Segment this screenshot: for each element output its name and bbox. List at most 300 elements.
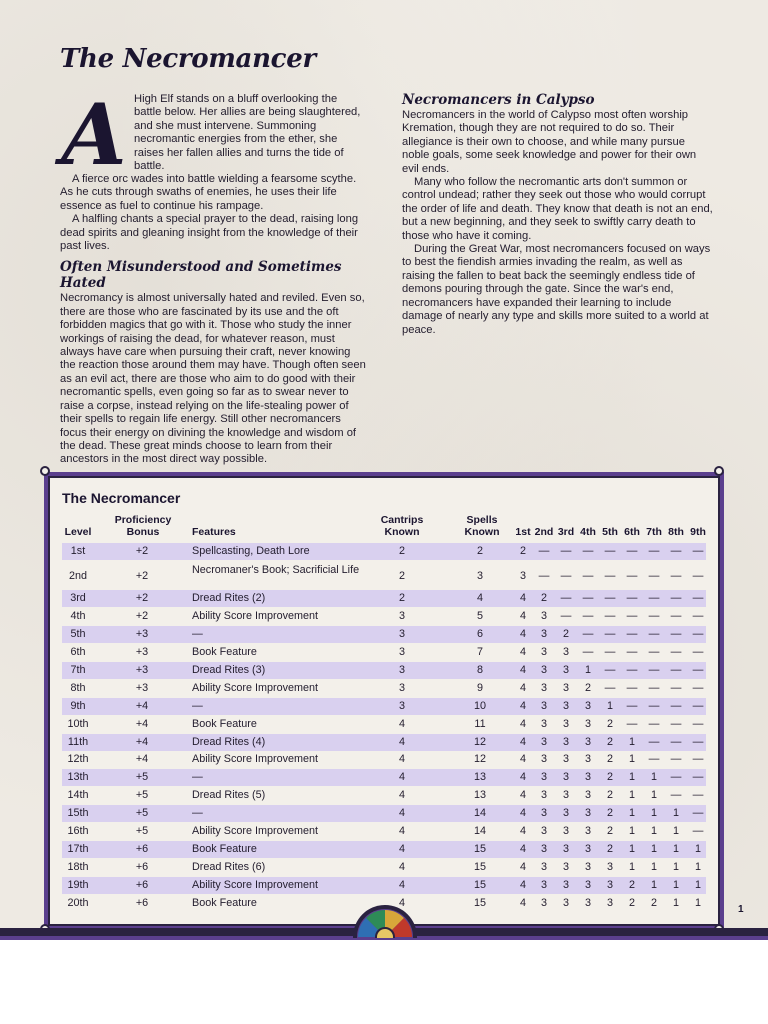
cell-spells: 11 [474, 718, 486, 730]
header-cantrips-line2: Known [384, 525, 420, 538]
cell-spells: 2 [476, 545, 483, 557]
cell-slot-1: 3 [519, 570, 526, 582]
cell-slot-1: 4 [519, 789, 526, 801]
cell-slot-9: 1 [694, 843, 701, 855]
table-row [62, 543, 706, 560]
header-slot-1: 1st [515, 526, 531, 538]
cell-level: 7th [70, 664, 86, 676]
table-row [62, 680, 706, 697]
header-features: Features [192, 526, 236, 538]
cell-slot-1: 4 [519, 628, 526, 640]
cell-slot-8: — [670, 628, 682, 640]
header-slot-6: 6th [624, 526, 640, 538]
right-column [402, 92, 714, 337]
cell-slot-5: 2 [606, 843, 613, 855]
cell-slot-5: 3 [606, 897, 613, 909]
cell-slot-3: 3 [562, 789, 569, 801]
frame-corner-ornament [714, 466, 724, 476]
cell-level: 16th [67, 825, 89, 837]
cell-slot-5: 3 [606, 861, 613, 873]
cell-slot-8: — [670, 700, 682, 712]
table-row [62, 751, 706, 768]
cell-features: Ability Score Improvement [192, 753, 319, 765]
cell-slot-8: — [670, 545, 682, 557]
cell-slot-9: — [692, 610, 704, 622]
cell-slot-8: — [670, 753, 682, 765]
cell-cantrips: 2 [398, 545, 405, 557]
cell-cantrips: 4 [398, 825, 405, 837]
header-proficiency [110, 515, 176, 538]
cell-level: 11th [67, 736, 89, 748]
cell-slot-8: — [670, 592, 682, 604]
cell-slot-7: 1 [650, 879, 657, 891]
cell-level: 10th [67, 718, 89, 730]
cell-slot-4: — [582, 628, 594, 640]
cell-slot-5: — [604, 592, 616, 604]
cell-slot-7: — [648, 545, 660, 557]
cell-slot-6: 2 [628, 879, 635, 891]
header-cantrips [374, 515, 430, 538]
cell-slot-1: 4 [519, 807, 526, 819]
cell-spells: 10 [473, 700, 486, 712]
cell-spells: 5 [476, 610, 483, 622]
cell-slot-4: 3 [584, 825, 591, 837]
table-row [62, 805, 706, 822]
cell-slot-3: 3 [562, 843, 569, 855]
cell-cantrips: 3 [398, 646, 405, 658]
intro-paragraph-3: A halfling chants a special prayer to the dead, raising long dead spirits and gleaning insight from the knowledge of their past lives. [60, 213, 359, 253]
cell-slot-4: — [582, 545, 594, 557]
cell-slot-3: — [560, 592, 572, 604]
cell-slot-3: 3 [562, 897, 569, 909]
table-row [62, 769, 706, 786]
drop-cap: A [61, 85, 127, 184]
cell-cantrips: 3 [398, 664, 405, 676]
cell-cantrips: 3 [398, 682, 405, 694]
cell-slot-2: 3 [540, 843, 547, 855]
cell-features: Book Feature [192, 897, 257, 909]
cell-slot-7: 1 [650, 843, 657, 855]
cell-slot-4: 3 [584, 736, 591, 748]
cell-slot-2: 3 [540, 736, 547, 748]
cell-proficiency: +4 [135, 753, 149, 765]
intro-paragraph-1: High Elf stands on a bluff overlooking the battle below. Her allies are being slaughtered, and she must intervene. Summoning necromantic energies from the ether, she raises her fallen allies and turns the tide of battle. [134, 93, 361, 173]
table-row [62, 734, 706, 751]
cell-slot-9: — [692, 646, 704, 658]
cell-slot-2: 3 [540, 897, 547, 909]
cell-slot-9: — [692, 545, 704, 557]
cell-slot-6: 1 [628, 771, 635, 783]
cell-slot-6: — [626, 570, 638, 582]
calypso-paragraph-1: Necromancers in the world of Calypso most often worship Kremation, though they are not required to do so. Their allegiance is their own to choose, and while many pursue noble goals, some seek knowledge and power for their own evil ends. [402, 109, 697, 175]
cell-proficiency: +4 [135, 700, 149, 712]
cell-slot-2: 3 [540, 628, 547, 640]
cell-proficiency: +5 [135, 771, 149, 783]
cell-slot-5: — [604, 610, 616, 622]
cell-features: Book Feature [192, 843, 257, 855]
cell-slot-7: 1 [650, 789, 657, 801]
cell-slot-6: 1 [628, 825, 635, 837]
cell-spells: 6 [476, 628, 483, 640]
table-row [62, 841, 706, 858]
cell-features: Dread Rites (2) [192, 592, 266, 604]
cell-slot-9: — [692, 718, 704, 730]
cell-slot-6: — [626, 664, 638, 676]
cell-features: Ability Score Improvement [192, 825, 319, 837]
cell-slot-9: — [692, 628, 704, 640]
cell-level: 15th [67, 807, 89, 819]
cell-slot-6: — [626, 628, 638, 640]
cell-slot-1: 4 [519, 897, 526, 909]
cell-slot-7: — [648, 718, 660, 730]
table-title: The Necromancer [62, 490, 181, 506]
cell-cantrips: 4 [398, 843, 405, 855]
cell-features: Necromaner's Book; Sacrificial Life [192, 564, 360, 576]
cell-slot-4: 3 [584, 718, 591, 730]
header-slot-7: 7th [646, 526, 662, 538]
cell-slot-5: — [604, 570, 616, 582]
cell-proficiency: +4 [135, 736, 149, 748]
cell-proficiency: +2 [135, 592, 149, 604]
cell-slot-7: — [648, 664, 660, 676]
cell-slot-4: 3 [584, 789, 591, 801]
cell-slot-7: — [648, 646, 660, 658]
cell-slot-8: 1 [672, 843, 679, 855]
cell-slot-5: — [604, 545, 616, 557]
cell-proficiency: +2 [135, 570, 149, 582]
left-column [60, 85, 366, 467]
cell-proficiency: +5 [135, 825, 149, 837]
cell-slot-2: — [538, 545, 550, 557]
cell-slot-1: 4 [519, 664, 526, 676]
cell-slot-3: 3 [562, 664, 569, 676]
cell-features: Dread Rites (5) [192, 789, 266, 801]
cell-spells: 9 [476, 682, 483, 694]
cell-slot-9: — [692, 825, 704, 837]
cell-slot-5: — [604, 664, 616, 676]
cell-slot-8: — [670, 610, 682, 622]
header-slot-9: 9th [690, 526, 706, 538]
cell-slot-1: 4 [519, 736, 526, 748]
cell-features: Dread Rites (4) [192, 736, 266, 748]
cell-slot-2: 3 [540, 646, 547, 658]
cell-slot-4: — [582, 610, 594, 622]
cell-slot-7: 1 [650, 825, 657, 837]
table-row [62, 662, 706, 679]
cell-slot-3: 3 [562, 861, 569, 873]
cell-slot-8: — [670, 664, 682, 676]
header-slot-8: 8th [668, 526, 684, 538]
cell-slot-7: — [648, 570, 660, 582]
cell-cantrips: 4 [398, 897, 405, 909]
cell-slot-4: 2 [584, 682, 591, 694]
cell-level: 3rd [70, 592, 86, 604]
cell-spells: 15 [473, 897, 486, 909]
cell-slot-6: — [626, 610, 638, 622]
cell-slot-1: 4 [519, 700, 526, 712]
cell-slot-9: — [692, 753, 704, 765]
cell-cantrips: 4 [398, 807, 405, 819]
cell-slot-6: — [626, 700, 638, 712]
cell-cantrips: 4 [398, 789, 405, 801]
cell-slot-7: 2 [650, 897, 657, 909]
table-row [62, 877, 706, 894]
cell-slot-3: 3 [562, 753, 569, 765]
cell-slot-4: 3 [584, 753, 591, 765]
cell-proficiency: +6 [135, 843, 149, 855]
cell-cantrips: 4 [398, 718, 405, 730]
cell-slot-9: — [692, 664, 704, 676]
cell-slot-1: 4 [519, 861, 526, 873]
cell-slot-2: 3 [540, 753, 547, 765]
cell-spells: 14 [473, 825, 486, 837]
table-row [62, 644, 706, 661]
cell-slot-4: 1 [584, 664, 591, 676]
cell-features: Ability Score Improvement [192, 879, 319, 891]
cell-slot-6: 2 [628, 897, 635, 909]
table-row [62, 823, 706, 840]
cell-slot-7: 1 [650, 807, 657, 819]
table-row [62, 716, 706, 733]
cell-spells: 13 [473, 789, 486, 801]
cell-slot-1: 4 [519, 879, 526, 891]
cell-slot-7: 1 [650, 771, 657, 783]
cell-slot-8: 1 [672, 807, 679, 819]
page-title: The Necromancer [60, 44, 316, 74]
cell-slot-1: 4 [519, 843, 526, 855]
cell-slot-9: 1 [694, 861, 701, 873]
cell-level: 1st [70, 545, 86, 557]
cell-slot-5: 2 [606, 789, 613, 801]
cell-spells: 15 [473, 861, 486, 873]
cell-slot-2: 2 [540, 592, 547, 604]
header-spells [454, 515, 510, 538]
cell-slot-6: 1 [628, 843, 635, 855]
cell-spells: 8 [476, 664, 483, 676]
cell-slot-5: — [604, 682, 616, 694]
cell-slot-8: — [670, 789, 682, 801]
cell-cantrips: 2 [398, 570, 405, 582]
cell-slot-9: — [692, 736, 704, 748]
cell-slot-5: 1 [606, 700, 613, 712]
cell-slot-4: 3 [584, 897, 591, 909]
cell-slot-4: 3 [584, 700, 591, 712]
cell-level: 2nd [68, 570, 87, 582]
section-heading-calypso: Necromancers in Calypso [402, 92, 595, 108]
cell-slot-7: — [648, 753, 660, 765]
cell-slot-2: 3 [540, 700, 547, 712]
cell-features: — [192, 700, 203, 712]
cell-slot-6: 1 [628, 753, 635, 765]
cell-level: 5th [70, 628, 86, 640]
section-hated-body: Necromancy is almost universally hated and reviled. Even so, there are those who are fascinated by its use and the oft forbidden magics that go with it. Those who study the inner workings of raising the dead, for whatever reason, must always have care when pursuing their craft, never knowing the reaction those around them may have. Though often seen as an evil act, there are those who aim to do good with their necromantic spells, even going so far as to swear never to raise a corpse, instead relying on the life-stealing power of their spells to regain life energy. Still other necromancers focus their energy on divining the knowledge and wisdom of the dead. These great minds choose to learn from their ancestors in the most direct way possible. [60, 292, 366, 466]
rosette-ornament [352, 904, 418, 938]
cell-slot-8: — [670, 736, 682, 748]
cell-slot-3: 2 [562, 628, 569, 640]
cell-slot-7: — [648, 628, 660, 640]
cell-slot-4: — [582, 570, 594, 582]
cell-slot-3: 3 [562, 682, 569, 694]
cell-slot-3: — [560, 610, 572, 622]
cell-slot-2: 3 [540, 879, 547, 891]
table-row [62, 590, 706, 607]
cell-level: 20th [67, 897, 89, 909]
cell-level: 4th [70, 610, 86, 622]
cell-slot-8: 1 [672, 879, 679, 891]
cell-slot-9: — [692, 700, 704, 712]
cell-slot-5: 2 [606, 825, 613, 837]
cell-proficiency: +5 [135, 807, 149, 819]
cell-features: — [192, 628, 203, 640]
cell-slot-2: 3 [540, 825, 547, 837]
cell-slot-5: 2 [606, 736, 613, 748]
cell-slot-7: 1 [650, 861, 657, 873]
cell-proficiency: +3 [135, 628, 149, 640]
cell-slot-6: 1 [628, 736, 635, 748]
cell-spells: 14 [473, 807, 486, 819]
cell-slot-4: 3 [584, 771, 591, 783]
cell-slot-9: 1 [694, 879, 701, 891]
header-slot-4: 4th [580, 526, 596, 538]
header-proficiency-line2: Bonus [126, 525, 160, 538]
cell-level: 13th [67, 771, 89, 783]
cell-level: 6th [70, 646, 86, 658]
cell-slot-6: 1 [628, 789, 635, 801]
header-slot-2: 2nd [534, 526, 554, 538]
cell-cantrips: 4 [398, 753, 405, 765]
rosette-window-icon [352, 904, 418, 938]
cell-slot-3: 3 [562, 807, 569, 819]
cell-cantrips: 2 [398, 592, 405, 604]
cell-slot-6: — [626, 718, 638, 730]
cell-slot-2: 3 [540, 771, 547, 783]
cell-slot-1: 4 [519, 646, 526, 658]
cell-slot-7: — [648, 700, 660, 712]
header-spells-line1: Spells [466, 514, 498, 526]
calypso-paragraph-2: Many who follow the necromantic arts don't summon or control undead; rather they seek out those who would corrupt the order of life and death. They know that death is not an end, but a new beginning, and they seek to swiftly carry death to those who have it coming. [402, 176, 713, 242]
cell-level: 19th [67, 879, 89, 891]
table-row [62, 698, 706, 715]
table-row [62, 608, 706, 625]
cell-slot-7: — [648, 682, 660, 694]
table-row [62, 562, 706, 592]
cell-slot-9: — [692, 592, 704, 604]
cell-cantrips: 3 [398, 700, 405, 712]
cell-slot-3: 3 [562, 700, 569, 712]
cell-slot-1: 4 [519, 771, 526, 783]
cell-slot-4: 3 [584, 807, 591, 819]
intro-dropcap-block [60, 85, 366, 184]
cell-slot-2: 3 [540, 789, 547, 801]
table-row [62, 787, 706, 804]
cell-slot-5: 3 [606, 879, 613, 891]
cell-slot-3: 3 [562, 736, 569, 748]
cell-features: Dread Rites (3) [192, 664, 266, 676]
cell-slot-3: 3 [562, 825, 569, 837]
cell-proficiency: +2 [135, 545, 149, 557]
page-number: 1 [738, 904, 744, 915]
cell-slot-3: 3 [562, 646, 569, 658]
cell-slot-8: — [670, 646, 682, 658]
cell-slot-2: — [538, 570, 550, 582]
cell-features: Dread Rites (6) [192, 861, 266, 873]
cell-spells: 4 [476, 592, 483, 604]
cell-slot-5: 2 [606, 771, 613, 783]
cell-slot-5: 2 [606, 807, 613, 819]
cell-slot-9: — [692, 570, 704, 582]
cell-level: 14th [67, 789, 89, 801]
cell-spells: 12 [473, 753, 486, 765]
header-cantrips-line1: Cantrips [380, 514, 424, 526]
cell-features: Spellcasting, Death Lore [192, 545, 310, 557]
cell-slot-2: 3 [540, 807, 547, 819]
cell-slot-1: 4 [519, 682, 526, 694]
intro-paragraph-2: A fierce orc wades into battle wielding a fearsome scythe. As he cuts through swaths of enemies, he uses their life essence as fuel to continue his rampage. [60, 173, 357, 212]
calypso-paragraph-3: During the Great War, most necromancers focused on ways to best the fiendish armies invading the realm, as well as raising the fallen to beat back the seemingly endless tide of demons pouring through the gate. Since the war's end, necromancers have expanded their learning to include damage of nearly any type and skills more suited to a world at peace. [402, 243, 711, 336]
cell-features: — [192, 807, 203, 819]
table-row [62, 626, 706, 643]
cell-slot-8: — [670, 718, 682, 730]
cell-slot-8: 1 [672, 861, 679, 873]
cell-slot-9: 1 [694, 897, 701, 909]
cell-proficiency: +2 [135, 610, 149, 622]
cell-spells: 15 [473, 879, 486, 891]
cell-slot-2: 3 [540, 610, 547, 622]
cell-slot-1: 4 [519, 610, 526, 622]
cell-slot-8: 1 [672, 897, 679, 909]
cell-proficiency: +4 [135, 718, 149, 730]
cell-slot-3: — [560, 545, 572, 557]
cell-spells: 13 [473, 771, 486, 783]
cell-cantrips: 3 [398, 628, 405, 640]
cell-features: — [192, 771, 203, 783]
cell-slot-6: 1 [628, 807, 635, 819]
cell-slot-2: 3 [540, 664, 547, 676]
cell-spells: 15 [473, 843, 486, 855]
cell-proficiency: +6 [135, 861, 149, 873]
cell-slot-1: 4 [519, 592, 526, 604]
cell-slot-9: — [692, 789, 704, 801]
cell-spells: 12 [473, 736, 486, 748]
cell-slot-9: — [692, 807, 704, 819]
cell-cantrips: 4 [398, 771, 405, 783]
cell-slot-2: 3 [540, 682, 547, 694]
header-slot-5: 5th [602, 526, 618, 538]
cell-slot-3: 3 [562, 879, 569, 891]
cell-slot-1: 4 [519, 825, 526, 837]
cell-slot-6: — [626, 646, 638, 658]
cell-level: 17th [67, 843, 89, 855]
cell-cantrips: 4 [398, 736, 405, 748]
cell-cantrips: 3 [398, 610, 405, 622]
cell-cantrips: 4 [398, 879, 405, 891]
cell-slot-6: — [626, 682, 638, 694]
cell-slot-3: 3 [562, 771, 569, 783]
cell-spells: 3 [476, 570, 483, 582]
cell-slot-4: — [582, 592, 594, 604]
cell-slot-7: — [648, 736, 660, 748]
cell-slot-5: 2 [606, 753, 613, 765]
cell-slot-4: 3 [584, 879, 591, 891]
cell-slot-8: — [670, 771, 682, 783]
cell-proficiency: +3 [135, 682, 149, 694]
cell-slot-6: — [626, 545, 638, 557]
cell-level: 9th [70, 700, 86, 712]
cell-slot-4: — [582, 646, 594, 658]
cell-slot-3: 3 [562, 718, 569, 730]
cell-proficiency: +6 [135, 897, 149, 909]
cell-slot-8: 1 [672, 825, 679, 837]
